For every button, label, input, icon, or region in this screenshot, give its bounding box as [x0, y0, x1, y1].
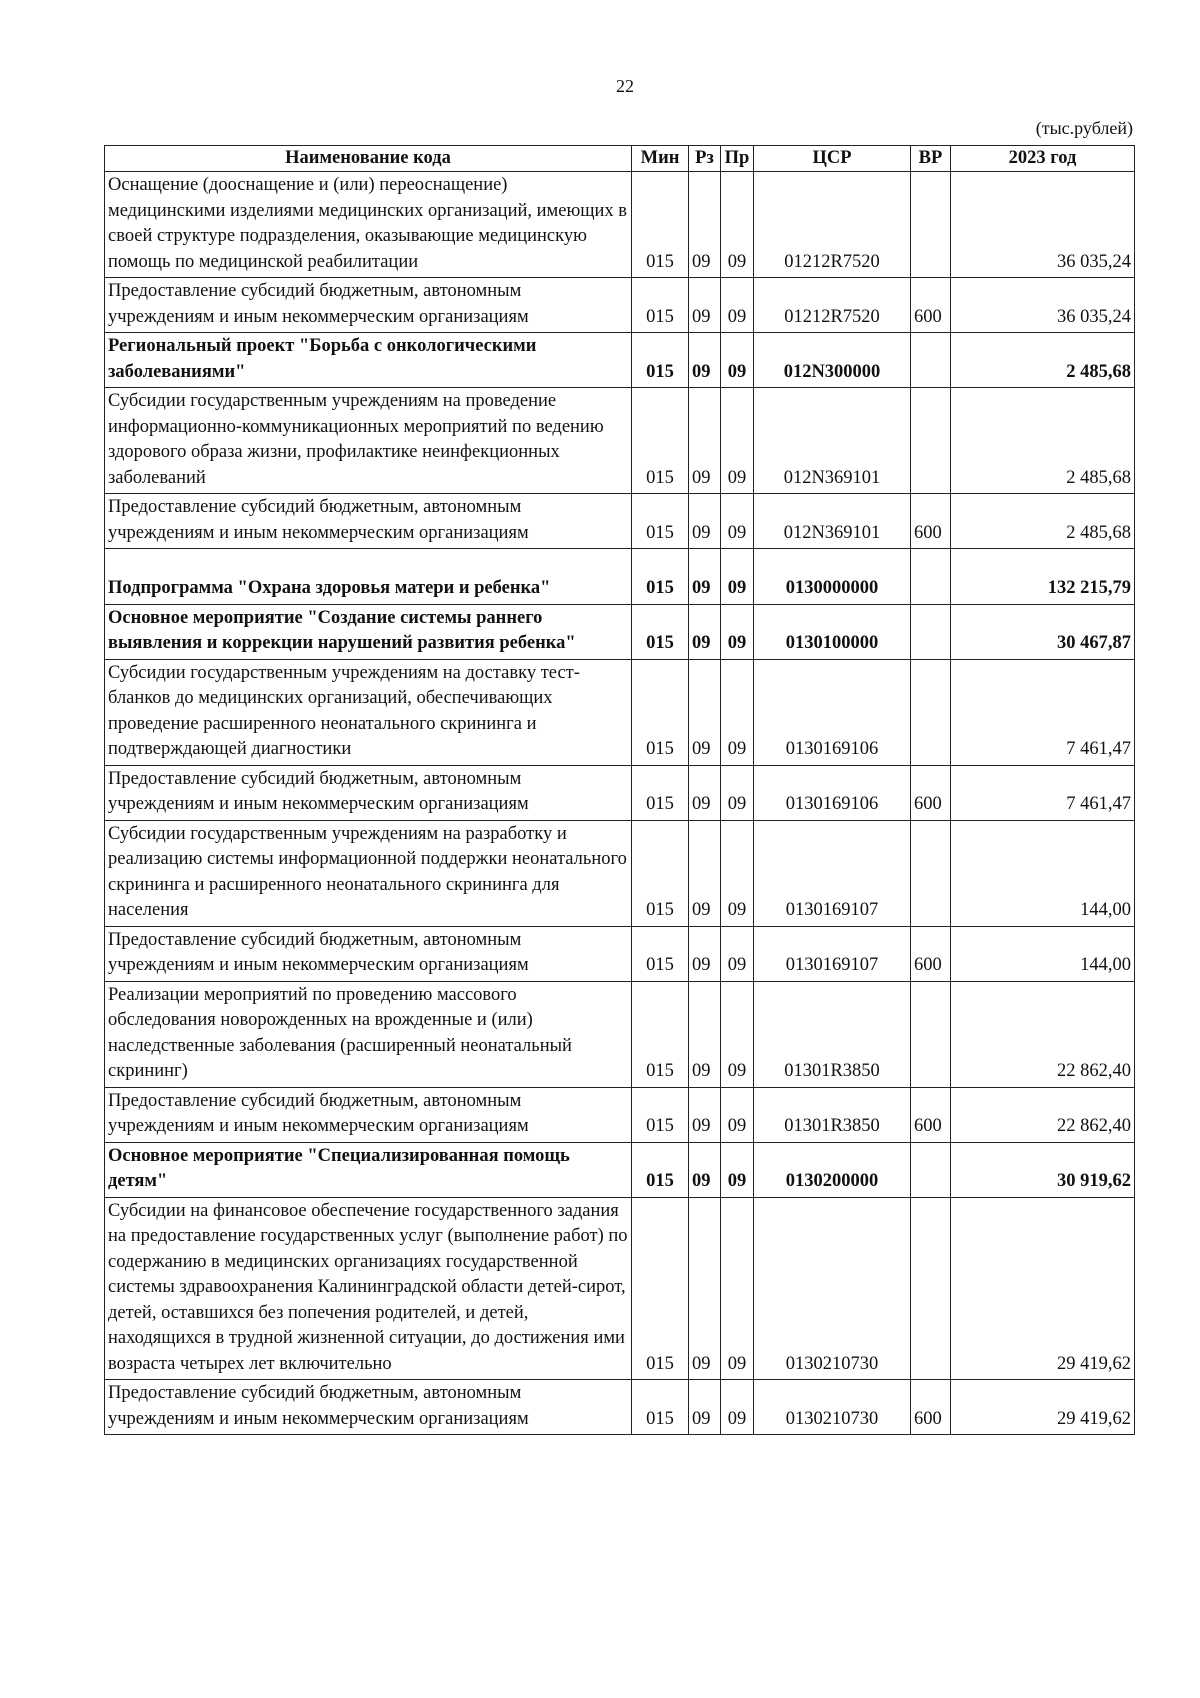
header-csr: ЦСР — [754, 146, 911, 172]
table-row — [105, 549, 1135, 605]
cell-pr: 09 — [721, 604, 754, 659]
cell-rz: 09 — [689, 172, 721, 278]
cell-amount: 2 485,68 — [951, 388, 1135, 494]
cell-vr — [911, 333, 951, 388]
cell-rz: 09 — [689, 333, 721, 388]
cell-rz: 09 — [689, 1142, 721, 1197]
cell-rz: 09 — [689, 494, 721, 549]
table-row — [105, 765, 1135, 820]
cell-name: Предоставление субсидий бюджетным, автономным учреждениям и иным некоммерческим организациям — [105, 765, 632, 820]
cell-name: Региональный проект "Борьба с онкологическими заболеваниями" — [105, 333, 632, 388]
cell-pr: 09 — [721, 388, 754, 494]
cell-csr: 0130169107 — [754, 926, 911, 981]
cell-name: Подпрограмма "Охрана здоровья матери и ребенка" — [105, 549, 632, 605]
cell-min: 015 — [632, 278, 689, 333]
cell-vr: 600 — [911, 1087, 951, 1142]
cell-vr — [911, 388, 951, 494]
cell-min: 015 — [632, 172, 689, 278]
cell-min: 015 — [632, 1380, 689, 1435]
cell-min: 015 — [632, 549, 689, 605]
cell-amount: 144,00 — [951, 926, 1135, 981]
cell-amount: 30 467,87 — [951, 604, 1135, 659]
cell-csr: 0130169106 — [754, 765, 911, 820]
cell-vr — [911, 820, 951, 926]
cell-pr: 09 — [721, 172, 754, 278]
table-row — [105, 604, 1135, 659]
cell-amount: 22 862,40 — [951, 1087, 1135, 1142]
cell-vr: 600 — [911, 494, 951, 549]
table-row — [105, 659, 1135, 765]
units-label: (тыс.рублей) — [1035, 118, 1133, 138]
cell-name: Предоставление субсидий бюджетным, автономным учреждениям и иным некоммерческим организациям — [105, 278, 632, 333]
cell-vr: 600 — [911, 278, 951, 333]
cell-vr — [911, 981, 951, 1087]
cell-vr: 600 — [911, 926, 951, 981]
cell-csr: 01212R7520 — [754, 278, 911, 333]
cell-rz: 09 — [689, 549, 721, 605]
cell-pr: 09 — [721, 1087, 754, 1142]
cell-name: Субсидии на финансовое обеспечение государственного задания на предоставление государственных услуг (выполнение работ) по содержанию в медицинских организациях государственной системы здравоохранения Калининградской области детей-сирот, детей, оставшихся без попечения родителей, и детей, находящихся в трудной жизненной ситуации, до достижения ими возраста четырех лет включительно — [105, 1197, 632, 1380]
cell-pr: 09 — [721, 1380, 754, 1435]
cell-name: Предоставление субсидий бюджетным, автономным учреждениям и иным некоммерческим организациям — [105, 926, 632, 981]
header-vr: ВР — [911, 146, 951, 172]
cell-pr: 09 — [721, 549, 754, 605]
cell-pr: 09 — [721, 333, 754, 388]
table-row — [105, 820, 1135, 926]
cell-amount: 7 461,47 — [951, 765, 1135, 820]
cell-amount: 29 419,62 — [951, 1197, 1135, 1380]
cell-vr — [911, 549, 951, 605]
cell-csr: 012N300000 — [754, 333, 911, 388]
table-row — [105, 1197, 1135, 1380]
cell-min: 015 — [632, 765, 689, 820]
cell-name: Субсидии государственным учреждениям на проведение информационно-коммуникационных мероприятий по ведению здорового образа жизни, профилактике неинфекционных заболеваний — [105, 388, 632, 494]
cell-min: 015 — [632, 659, 689, 765]
header-rz: Рз — [689, 146, 721, 172]
cell-csr: 0130210730 — [754, 1197, 911, 1380]
cell-min: 015 — [632, 1142, 689, 1197]
cell-min: 015 — [632, 388, 689, 494]
cell-rz: 09 — [689, 765, 721, 820]
cell-rz: 09 — [689, 388, 721, 494]
cell-min: 015 — [632, 494, 689, 549]
cell-pr: 09 — [721, 659, 754, 765]
cell-csr: 0130169107 — [754, 820, 911, 926]
table-row — [105, 388, 1135, 494]
cell-rz: 09 — [689, 604, 721, 659]
table-row — [105, 333, 1135, 388]
cell-pr: 09 — [721, 1142, 754, 1197]
cell-name: Оснащение (дооснащение и (или) переоснащение) медицинскими изделиями медицинских организаций, имеющих в своей структуре подразделения, оказывающие медицинскую помощь по медицинской реабилитации — [105, 172, 632, 278]
cell-vr — [911, 659, 951, 765]
header-name: Наименование кода — [105, 146, 632, 172]
cell-csr: 0130210730 — [754, 1380, 911, 1435]
cell-amount: 30 919,62 — [951, 1142, 1135, 1197]
cell-rz: 09 — [689, 820, 721, 926]
cell-name: Предоставление субсидий бюджетным, автономным учреждениям и иным некоммерческим организациям — [105, 494, 632, 549]
cell-pr: 09 — [721, 278, 754, 333]
table-row — [105, 172, 1135, 278]
cell-min: 015 — [632, 333, 689, 388]
cell-vr: 600 — [911, 1380, 951, 1435]
cell-vr: 600 — [911, 765, 951, 820]
cell-pr: 09 — [721, 981, 754, 1087]
cell-name: Субсидии государственным учреждениям на доставку тест-бланков до медицинских организаций, обеспечивающих проведение расширенного неонатального скрининга и подтверждающей диагностики — [105, 659, 632, 765]
cell-csr: 0130000000 — [754, 549, 911, 605]
table-row — [105, 494, 1135, 549]
cell-csr: 0130200000 — [754, 1142, 911, 1197]
cell-csr: 012N369101 — [754, 494, 911, 549]
cell-pr: 09 — [721, 1197, 754, 1380]
cell-min: 015 — [632, 981, 689, 1087]
cell-amount: 2 485,68 — [951, 333, 1135, 388]
cell-pr: 09 — [721, 494, 754, 549]
table-row — [105, 981, 1135, 1087]
cell-csr: 012N369101 — [754, 388, 911, 494]
cell-rz: 09 — [689, 1087, 721, 1142]
page-number: 22 — [616, 76, 634, 96]
header-min: Мин — [632, 146, 689, 172]
cell-amount: 7 461,47 — [951, 659, 1135, 765]
cell-rz: 09 — [689, 278, 721, 333]
cell-vr — [911, 1142, 951, 1197]
cell-pr: 09 — [721, 820, 754, 926]
table-row — [105, 926, 1135, 981]
cell-csr: 0130100000 — [754, 604, 911, 659]
cell-rz: 09 — [689, 981, 721, 1087]
cell-amount: 144,00 — [951, 820, 1135, 926]
cell-name: Основное мероприятие "Специализированная помощь детям" — [105, 1142, 632, 1197]
budget-table — [104, 145, 1135, 1435]
cell-amount: 36 035,24 — [951, 278, 1135, 333]
cell-amount: 22 862,40 — [951, 981, 1135, 1087]
cell-rz: 09 — [689, 926, 721, 981]
cell-min: 015 — [632, 820, 689, 926]
table-row — [105, 1380, 1135, 1435]
cell-min: 015 — [632, 1197, 689, 1380]
table-header-row — [105, 146, 1135, 172]
cell-rz: 09 — [689, 659, 721, 765]
cell-min: 015 — [632, 604, 689, 659]
cell-csr: 0130169106 — [754, 659, 911, 765]
cell-vr — [911, 604, 951, 659]
cell-amount: 36 035,24 — [951, 172, 1135, 278]
cell-rz: 09 — [689, 1197, 721, 1380]
cell-name: Предоставление субсидий бюджетным, автономным учреждениям и иным некоммерческим организациям — [105, 1380, 632, 1435]
cell-name: Основное мероприятие "Создание системы раннего выявления и коррекции нарушений развития ребенка" — [105, 604, 632, 659]
cell-name: Предоставление субсидий бюджетным, автономным учреждениям и иным некоммерческим организациям — [105, 1087, 632, 1142]
cell-name: Реализации мероприятий по проведению массового обследования новорожденных на врожденные и (или) наследственные заболевания (расширенный неонатальный скрининг) — [105, 981, 632, 1087]
cell-pr: 09 — [721, 765, 754, 820]
cell-min: 015 — [632, 926, 689, 981]
cell-pr: 09 — [721, 926, 754, 981]
header-year: 2023 год — [951, 146, 1135, 172]
cell-csr: 01301R3850 — [754, 981, 911, 1087]
cell-name: Субсидии государственным учреждениям на разработку и реализацию системы информационной поддержки неонатального скрининга и расширенного неонатального скрининга для населения — [105, 820, 632, 926]
cell-rz: 09 — [689, 1380, 721, 1435]
cell-vr — [911, 1197, 951, 1380]
table-row — [105, 278, 1135, 333]
table-row — [105, 1087, 1135, 1142]
cell-csr: 01301R3850 — [754, 1087, 911, 1142]
cell-amount: 29 419,62 — [951, 1380, 1135, 1435]
header-pr: Пр — [721, 146, 754, 172]
cell-csr: 01212R7520 — [754, 172, 911, 278]
cell-amount: 2 485,68 — [951, 494, 1135, 549]
cell-min: 015 — [632, 1087, 689, 1142]
cell-vr — [911, 172, 951, 278]
cell-amount: 132 215,79 — [951, 549, 1135, 605]
table-row — [105, 1142, 1135, 1197]
